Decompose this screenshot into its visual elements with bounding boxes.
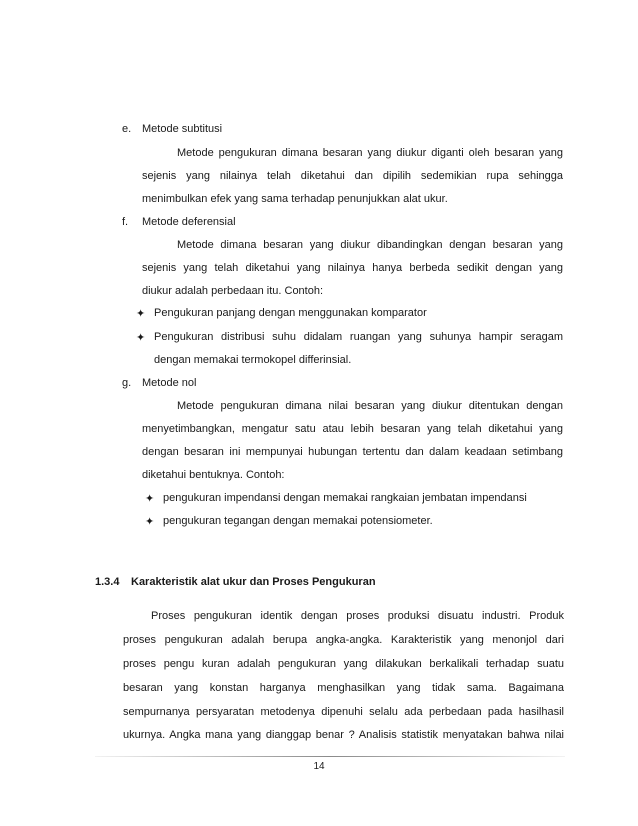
section-number: 1.3.4 (95, 576, 120, 588)
section-title: Karakteristik alat ukur dan Proses Pengukuran (131, 576, 376, 588)
section-line-4: besaran yang konstan harganya menghasilkan yang tidak sama. Bagaimana (123, 682, 564, 694)
item-f-marker: f. (122, 216, 129, 228)
item-f-bullet-2: Pengukuran distribusi suhu didalam ruangan yang suhunya hampir seragam (154, 331, 563, 343)
item-g-marker: g. (122, 377, 132, 389)
section-line-5: sempurnanya persyaratan metodenya dipenuhi selalu ada perbedaan pada hasilhasil (123, 706, 564, 718)
item-g-title: Metode nol (142, 377, 197, 389)
section-line-6: ukurnya. Angka mana yang dianggap benar ? Analisis statistik menyatakan bahwa nilai (123, 729, 564, 741)
item-e-line-2: sejenis yang nilainya telah diketahui dan dipilih sedemikian rupa sehingga (142, 170, 563, 182)
item-e-title: Metode subtitusi (142, 123, 223, 135)
section-line-1: Proses pengukuran identik dengan proses produksi disuatu industri. Produk (151, 610, 564, 622)
item-g-line-2: menyetimbangkan, mengatur satu atau lebih besaran yang telah diketahui yang (142, 423, 563, 435)
four-pointed-star-icon: ✦ (136, 332, 146, 344)
footer-divider (95, 756, 565, 757)
page-number: 14 (313, 761, 325, 772)
four-pointed-star-icon: ✦ (145, 516, 155, 528)
section-line-3: proses pengu kuran adalah pengukuran yang dilakukan berkalikali terhadap suatu (123, 658, 564, 670)
item-g-line-1: Metode pengukuran dimana nilai besaran yang diukur ditentukan dengan (177, 400, 563, 412)
item-e-line-1: Metode pengukuran dimana besaran yang diukur diganti oleh besaran yang (177, 147, 563, 159)
item-f-title: Metode deferensial (142, 216, 236, 228)
item-g-bullet-2: pengukuran tegangan dengan memakai potensiometer. (163, 515, 433, 527)
item-g-line-4: diketahui bentuknya. Contoh: (142, 469, 285, 481)
item-f-line-3: diukur adalah perbedaan itu. Contoh: (142, 285, 324, 297)
item-e-marker: e. (122, 123, 132, 135)
four-pointed-star-icon: ✦ (145, 493, 155, 505)
four-pointed-star-icon: ✦ (136, 308, 146, 320)
section-line-2: proses pengukuran adalah berupa angka-angka. Karakteristik yang menonjol dari (123, 634, 564, 646)
item-e-line-3: menimbulkan efek yang sama terhadap penunjukkan alat ukur. (142, 193, 448, 205)
item-f-bullet-2-cont: dengan memakai termokopel differinsial. (154, 354, 352, 366)
item-f-line-2: sejenis yang telah diketahui yang nilainya hanya berbeda sedikit dengan yang (142, 262, 563, 274)
item-f-line-1: Metode dimana besaran yang diukur dibandingkan dengan besaran yang (177, 239, 563, 251)
item-g-bullet-1: pengukuran impendansi dengan memakai rangkaian jembatan impendansi (163, 492, 527, 504)
item-f-bullet-1: Pengukuran panjang dengan menggunakan komparator (154, 307, 427, 319)
item-g-line-3: dengan besaran ini mempunyai hubungan tertentu dan dalam keadaan setimbang (142, 446, 563, 458)
